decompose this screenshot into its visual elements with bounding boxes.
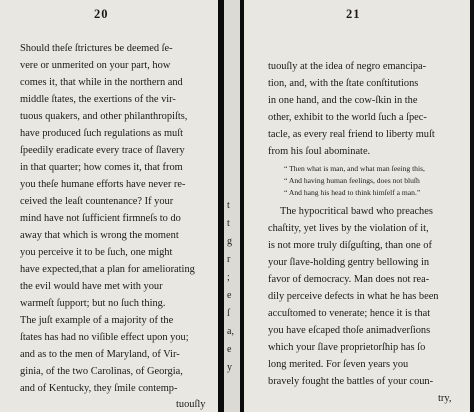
- text-line: have expected,that a plan for ameliorating: [20, 264, 195, 275]
- text-line: other, exhibit to the world ſuch a ſpec-: [268, 112, 427, 123]
- left-page: [0, 0, 218, 412]
- text-line: comes it, that while in the northern and: [20, 77, 183, 88]
- strip-char: ſ: [227, 308, 230, 319]
- text-line: you theſe humane efforts have never re-: [20, 179, 186, 190]
- strip-char: a,: [227, 326, 234, 337]
- text-line: in one hand, and the cow-ſkin in the: [268, 95, 418, 106]
- strip-char: r: [227, 254, 231, 265]
- text-line: away that which is wrong the moment: [20, 230, 179, 241]
- text-line: the evil would have met with your: [20, 281, 163, 292]
- text-line: dily perceive defects in what he has been: [268, 291, 439, 302]
- text-line: have produced ſuch regulations as muſt: [20, 128, 184, 139]
- text-line: vere or unmerited on your part, how: [20, 60, 171, 71]
- text-line: warmeſt ſupport; but no ſuch thing.: [20, 298, 166, 309]
- text-line: ſtates has had no viſible effect upon you;: [20, 332, 189, 343]
- text-line: middle ſtates, the exertions of the vir-: [20, 94, 176, 105]
- text-line: Should theſe ſtrictures be deemed ſe-: [20, 43, 173, 54]
- text-line: long merited. For ſeven years you: [268, 359, 409, 370]
- verse-line: “ Then what is man, and what man ſeeing this,: [284, 164, 425, 173]
- text-line: tuouſly at the idea of negro emancipa-: [268, 61, 427, 72]
- page-number-right: 21: [346, 7, 361, 21]
- catchword: tuouſly: [176, 399, 206, 410]
- text-line: your ſlave-holding gentry bellowing in: [268, 257, 430, 268]
- text-line: in that quarter; how comes it, that from: [20, 162, 183, 173]
- catchword: try,: [438, 393, 452, 404]
- verse-line: “ And hang his head to think himſelf a man.”: [284, 188, 421, 197]
- text-line: and of Kentucky, they ſmile contemp-: [20, 383, 178, 394]
- text-line: mind have not ſufficient firmneſs to do: [20, 213, 181, 224]
- text-line: you have eſcaped thoſe animadverſions: [268, 325, 431, 336]
- strip-char: e: [227, 290, 232, 301]
- book-edge: [470, 0, 474, 412]
- verse-line: “ And having human feelings, does not bluſh: [284, 176, 420, 185]
- strip-char: ;: [227, 272, 230, 283]
- strip-char: g: [227, 236, 232, 247]
- text-line: from his ſoul abominate.: [268, 146, 371, 157]
- text-line: tion, and, with the ſtate conſtitutions: [268, 78, 419, 89]
- page-number-left: 20: [94, 7, 109, 21]
- strip-char: y: [227, 362, 232, 373]
- text-line: you perceive it to be ſuch, one might: [20, 247, 173, 258]
- strip-char: t: [227, 218, 230, 229]
- text-line: chaſtity, yet lives by the violation of it,: [268, 223, 429, 234]
- gutter-page-strip: [224, 0, 240, 412]
- text-line: ginia, of the two Carolinas, of Georgia,: [20, 366, 183, 377]
- right-page: [244, 0, 470, 412]
- text-line: accuſtomed to venerate; hence it is that: [268, 308, 431, 319]
- text-line: The juſt example of a majority of the: [20, 315, 174, 326]
- text-line: favor of democracy. Man does not rea-: [268, 274, 430, 285]
- text-line: bravely fought the battles of your coun-: [268, 376, 434, 387]
- strip-char: t: [227, 200, 230, 211]
- text-line: ceived the leaſt countenance? If your: [20, 196, 174, 207]
- strip-char: e: [227, 344, 232, 355]
- text-line: ſpeedily eradicate every trace of ſlavery: [20, 145, 185, 156]
- text-line: tuous quakers, and other philanthropiſts,: [20, 111, 188, 122]
- text-line: is not more truly diſguſting, than one of: [268, 240, 432, 251]
- text-line: and as to the men of Maryland, of Vir-: [20, 349, 180, 360]
- text-line: which your ſlave proprietorſhip has ſo: [268, 342, 426, 353]
- text-line: tacle, as every real friend to liberty muſt: [268, 129, 435, 140]
- text-line: The hypocritical bawd who preaches: [280, 206, 433, 217]
